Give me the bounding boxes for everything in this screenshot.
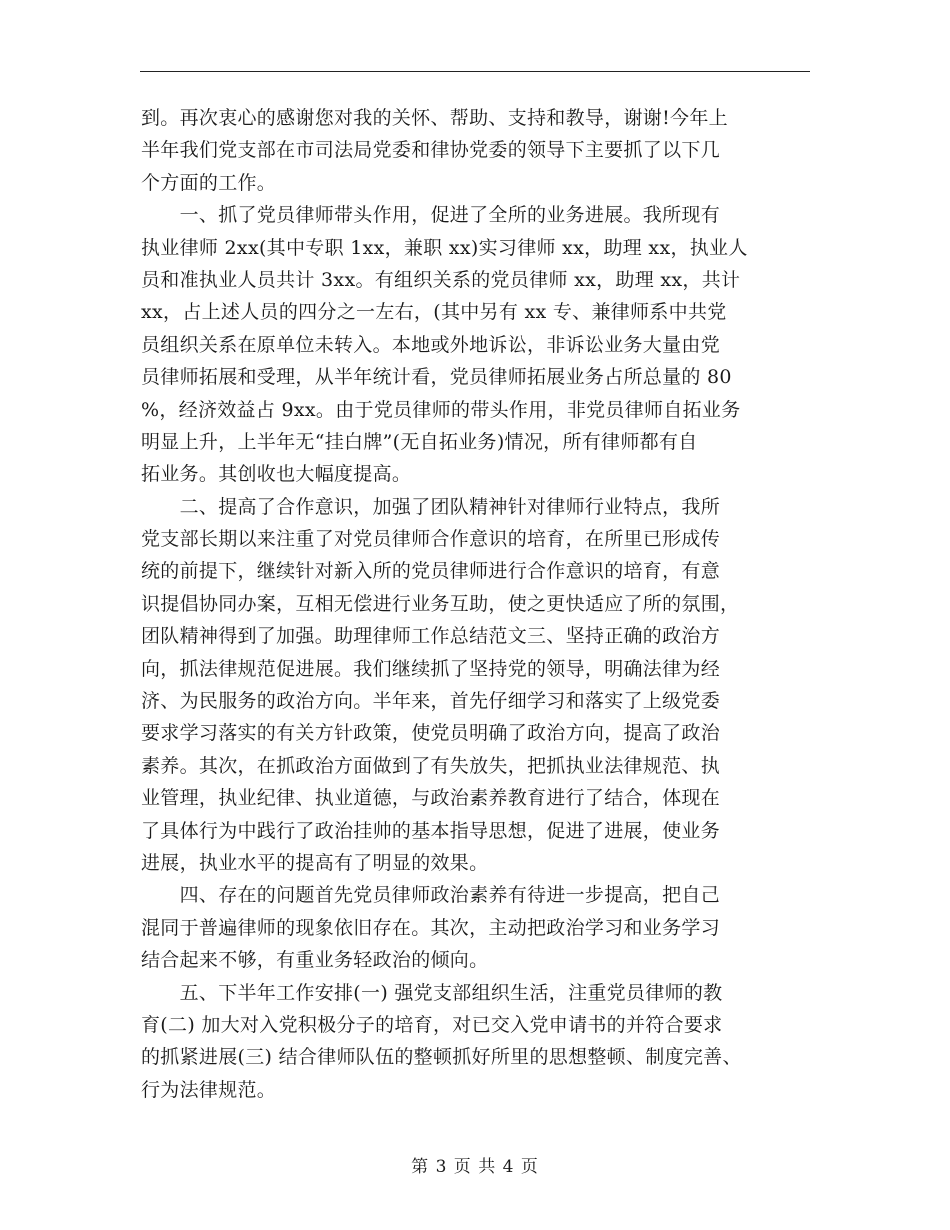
text-line: xx，占上述人员的四分之一左右，(其中另有 xx 专、兼律师系中共党	[141, 301, 727, 324]
text-line: 识提倡协同办案，互相无偿进行业务互助，使之更快适应了所的氛围，	[141, 592, 740, 615]
text-line: 五、下半年工作安排(一) 强党支部组织生活，注重党员律师的教	[141, 981, 723, 1004]
text-line: 素养。其次，在抓政治方面做到了有失放失，把抓执业法律规范、执	[141, 754, 721, 777]
text-line: 个方面的工作。	[141, 171, 277, 194]
text-line: 结合起来不够，有重业务轻政治的倾向。	[141, 949, 489, 972]
text-line: 的抓紧进展(三) 结合律师队伍的整顿抓好所里的思想整顿、制度完善、	[141, 1046, 742, 1069]
text-line: 要求学习落实的有关方针政策，使党员明确了政治方向，提高了政治	[141, 722, 721, 745]
text-line: 员和准执业人员共计 3xx。有组织关系的党员律师 xx，助理 xx，共计	[141, 268, 741, 291]
text-line: 统的前提下，继续针对新入所的党员律师进行合作意识的培育，有意	[141, 560, 721, 583]
text-line: 党支部长期以来注重了对党员律师合作意识的培育，在所里已形成传	[141, 528, 721, 551]
text-line: 四、存在的问题首先党员律师政治素养有待进一步提高，把自己	[141, 884, 721, 907]
text-line: 团队精神得到了加强。助理律师工作总结范文三、坚持正确的政治方	[141, 625, 721, 648]
text-line: 拓业务。其创收也大幅度提高。	[141, 463, 412, 486]
header-divider	[140, 71, 810, 72]
text-line: 业管理，执业纪律、执业道德，与政治素养教育进行了结合，体现在	[141, 787, 721, 810]
text-line: 到。再次衷心的感谢您对我的关怀、帮助、支持和教导，谢谢!今年上	[141, 107, 728, 129]
text-line: 进展，执业水平的提高有了明显的效果。	[141, 851, 489, 874]
text-line: 半年我们党支部在市司法局党委和律协党委的领导下主要抓了以下几	[141, 139, 721, 162]
text-line: 二、提高了合作意识，加强了团队精神针对律师行业特点，我所	[141, 495, 721, 518]
page-number-footer: 第 3 页 共 4 页	[411, 1157, 539, 1177]
document-body	[141, 102, 813, 1106]
text-line: %，经济效益占 9xx。由于党员律师的带头作用，非党员律师自拓业务	[141, 398, 741, 421]
text-line: 育(二) 加大对入党积极分子的培育，对已交入党申请书的并符合要求	[141, 1013, 723, 1036]
text-line: 行为法律规范。	[141, 1078, 277, 1101]
text-line: 执业律师 2xx(其中专职 1xx，兼职 xx)实习律师 xx，助理 xx，执业人	[141, 236, 748, 259]
text-line: 明显上升，上半年无“挂白牌”(无自拓业务)情况，所有律师都有自	[141, 430, 698, 453]
text-line: 济、为民服务的政治方向。半年来，首先仔细学习和落实了上级党委	[141, 690, 721, 713]
text-line: 一、抓了党员律师带头作用，促进了全所的业务进展。我所现有	[141, 204, 721, 227]
text-line: 了具体行为中践行了政治挂帅的基本指导思想，促进了进展，使业务	[141, 819, 721, 842]
text-line: 混同于普遍律师的现象依旧存在。其次，主动把政治学习和业务学习	[141, 916, 721, 939]
text-line: 员律师拓展和受理，从半年统计看，党员律师拓展业务占所总量的 80	[141, 366, 732, 389]
text-line: 员组织关系在原单位未转入。本地或外地诉讼，非诉讼业务大量由党	[141, 333, 721, 356]
text-line: 向，抓法律规范促进展。我们继续抓了坚持党的领导，明确法律为经	[141, 657, 721, 680]
